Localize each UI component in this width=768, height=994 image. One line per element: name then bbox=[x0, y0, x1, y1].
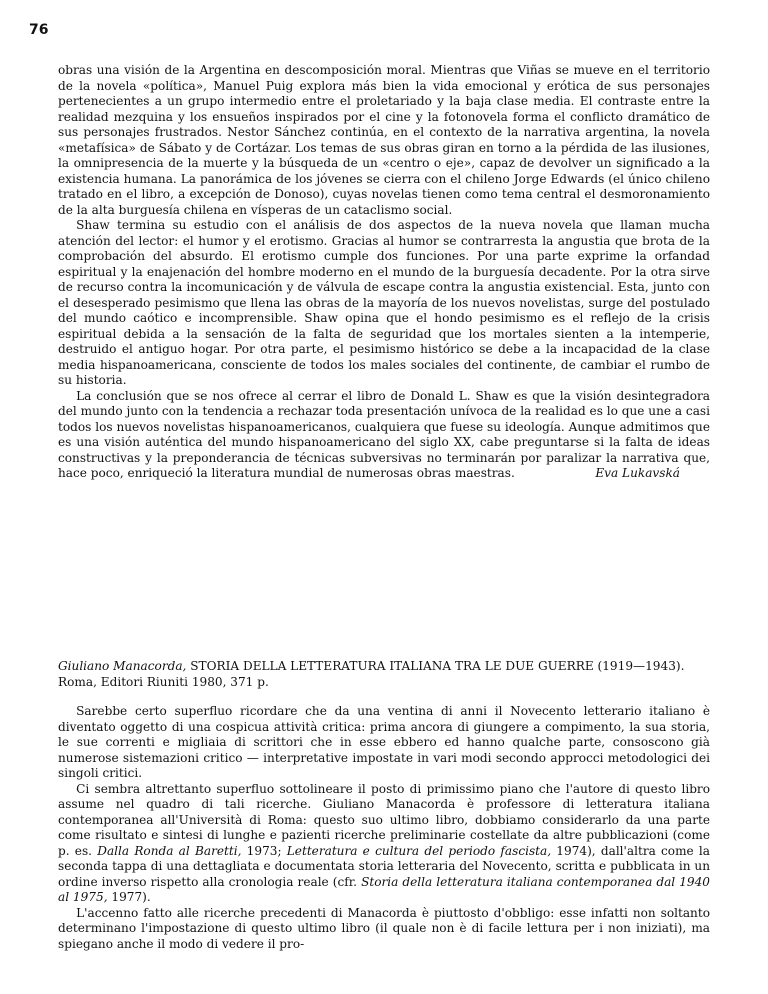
review-manacorda-body bbox=[58, 704, 710, 952]
paragraph-text: 1974), dall'altra come la seconda tappa di una dettagliata e documentata storia letteraria del Novecento, scritta e pubblicata in un ordine inverso rispetto alla cronologia reale (cfr. bbox=[58, 843, 711, 889]
book-author: Giuliano Manacorda, bbox=[58, 659, 187, 673]
paragraph-text: 1973; bbox=[241, 843, 287, 858]
reviewer-signature: Eva Lukavská bbox=[595, 466, 680, 480]
paragraph: Shaw termina su estudio con el análisis de dos aspectos de la nueva novela que llaman mucha atención del lector: el humor y el erotismo. Gracias al humor se contrarresta la angustia que brota de la comprobación del absurdo. El erotismo cumple dos funciones. Por una parte exprime la orfandad espiritual y la enajenación del hombre moderno en el mundo de la burguesía decadente. Por la otra sirve de recurso contra la incomunicación y de válvula de escape contra la angustia existencial. Esta, junto con el desesperado pesimismo que llena las obras de la mayoría de los nuevos novelistas, surge del postulado del mundo caótico e incomprensible. Shaw opina que el hondo pesimismo es el reflejo de la crisis espiritual debida a la sensación de la falta de seguridad que los mortales sienten a la intemperie, destruido el antiguo hogar. Por otra parte, el pesimismo histórico se debe a la incapacidad de la clase media hispanoamericana, consciente de todos los males sociales del continente, de cambiar el rumbo de su historia. bbox=[58, 218, 710, 387]
cited-work: Dalla Ronda al Baretti, bbox=[97, 843, 242, 858]
paragraph: L'accenno fatto alle ricerche precedenti di Manacorda è piuttosto d'obbligo: esse infatti non soltanto determinano l'impostazione di questo ultimo libro (il quale non è di facile lettura per i non iniziati), ma spiegano anche il modo di vedere il pro- bbox=[58, 905, 710, 951]
review-manacorda-heading bbox=[58, 659, 710, 690]
paragraph: Sarebbe certo superfluo ricordare che da una ventina di anni il Novecento letterario italiano è diventato oggetto di una cospicua attività critica: prima ancora di giungere a compimento, la sua storia, le sue correnti e migliaia di scrittori che in esse ebbero ed hanno qualche parte, consoscono già numerose sistemazioni critico — interpretative impostate in vari modi secondo approcci metodologici dei singoli critici. bbox=[58, 704, 710, 780]
paragraph-text: La conclusión que se nos ofrece al cerrar el libro de Donald L. Shaw es que la visión desintegradora del mundo junto con la tendencia a rechazar toda presentación unívoca de la realidad es lo que une a casi todos los nuevos novelistas hispanoamericanos, cualquiera que fuese su ideología. Aunque admitimos que es una visión auténtica del mundo hispanoamericano del siglo XX, cabe preguntarse si la falta de ideas constructivas y la preponderancia de técnicas subversivas no terminarán por paralizar la narrativa que, hace poco, enriqueció la literatura mundial de numerosas obras maestras. bbox=[58, 388, 710, 480]
page-number: 76 bbox=[29, 22, 49, 38]
review-shaw-body bbox=[58, 63, 710, 482]
cited-work: Storia della letteratura italiana contemporanea dal 1940 al 1975, bbox=[58, 874, 710, 904]
paragraph: obras una visión de la Argentina en descomposición moral. Mientras que Viñas se mueve en el territorio de la novela «política», Manuel Puig explora más bien la vida emocional y erótica de sus personajes pertenecientes a un grupo intermedio entre el proletariado y la baja clase media. El contraste entre la realidad mezquina y los ensueños inspirados por el cine y la fotonovela forma el conflicto dramático de sus personajes frustrados. Nestor Sánchez continúa, en el contexto de la narrativa argentina, la novela «metafísica» de Sábato y de Cortázar. Los temas de sus obras giran en torno a la pérdida de las ilusiones, la omnipresencia de la muerte y la búsqueda de un «centro o eje», capaz de devolver un significado a la existencia humana. La panorámica de los jóvenes se cierra con el chileno Jorge Edwards (el único chileno tratado en el libro, a excepción de Donoso), cuyas novelas tienen como tema central el desmoronamiento de la alta burguesía chilena en vísperas de un cataclismo social. bbox=[58, 63, 710, 217]
paragraph bbox=[58, 389, 710, 482]
paragraph-text: 1977). bbox=[107, 890, 151, 904]
paragraph-text: Ci sembra altrettanto superfluo sottolineare il posto di primissimo piano che l'autore di questo libro assume nel quadro di tali ricerche. Giuliano Manacorda è professore di letteratura italiana contemporanea all'Università di Roma: questo suo ultimo libro, dobbiamo considerarlo da una parte come risultato e sintesi di lunghe e pazienti ricerche preliminarie costellate da altre pubblicazioni (come p. es. bbox=[58, 781, 710, 858]
book-title: STORIA DELLA LETTERATURA ITALIANA TRA LE DUE GUERRE (1919—1943). Roma, Editori Riuniti 1980, 371 p. bbox=[58, 659, 685, 689]
cited-work: Letteratura e cultura del periodo fascista, bbox=[286, 843, 552, 858]
paragraph bbox=[58, 782, 710, 906]
